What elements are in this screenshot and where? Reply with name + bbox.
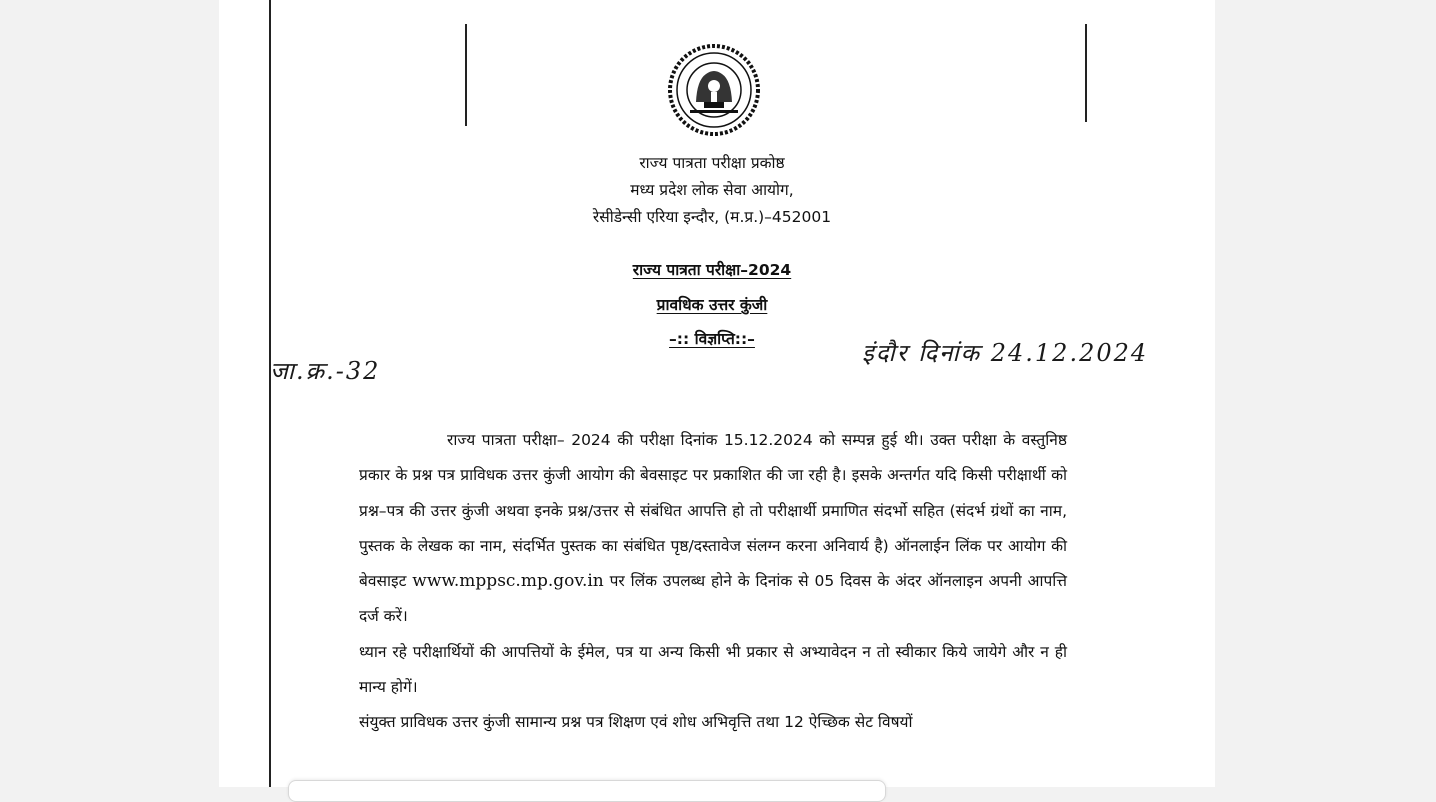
scan-mark-left <box>465 24 467 126</box>
notice-title: –:: विज्ञप्ति::– <box>669 330 755 348</box>
viewer-bottom-card <box>288 780 886 802</box>
paragraph-deadline-text: पर लिंक उपलब्ध होने के दिनांक से 05 दिवस के अंदर ऑनलाइन अपनी आपत्ति दर्ज करें। <box>359 572 1067 626</box>
scan-mark-right <box>1085 24 1087 122</box>
handwritten-reference-number: जा.क्र.-32 <box>270 357 381 385</box>
paragraph-objection-note: ध्यान रहे परीक्षार्थियों की आपत्तियों के ईमेल, पत्र या अन्य किसी भी प्रकार से अभ्यावेदन न तो स्वीकार किये जायेगे और न ही मान्य होगें। <box>359 642 1067 697</box>
office-name: राज्य पात्रता परीक्षा प्रकोष्ठ <box>639 154 785 172</box>
notice-body <box>359 423 1067 741</box>
exam-title: राज्य पात्रता परीक्षा–2024 <box>632 261 792 279</box>
paragraph-combined-key: संयुक्त प्राविधक उत्तर कुंजी सामान्य प्रश्न पत्र शिक्षण एवं शोध अभिवृत्ति तथा 12 ऐच्छिक सेट विषयों <box>359 713 913 732</box>
handwritten-place-date: इंदौर दिनांक 24.12.2024 <box>862 339 1149 367</box>
office-address: रेसीडेन्सी एरिया इन्दौर, (म.प्र.)–452001 <box>592 208 832 226</box>
paragraph-answer-key-text: राज्य पात्रता परीक्षा– 2024 की परीक्षा दिनांक 15.12.2024 को सम्पन्न हुई थी। उक्त परीक्षा के वस्तुनिष्ठ प्रकार के प्रश्न पत्र प्राविधक उत्तर कुंजी आयोग की बेवसाइट पर प्रकाशित की जा रही है। इसके अन्तर्गत यदि किसी परीक्षार्थी को प्रश्न–पत्र की उत्तर कुंजी अथवा इनके प्रश्न/उत्तर से संबंधित आपत्ति हो तो परीक्षार्थी प्रमाणित संदर्भो सहित (संदर्भ ग्रंथों का नाम, पुस्तक के लेखक का नाम, संदर्भित पुस्तक का संबंधित पृष्ठ/दस्तावेज संलग्न करना अनिवार्य है) ऑनलाईन लिंक पर आयोग की बेवसाइट <box>359 431 1067 591</box>
mppsc-seal-icon <box>666 40 762 140</box>
letterhead <box>500 150 924 231</box>
scan-border-left <box>269 0 271 787</box>
commission-name: मध्य प्रदेश लोक सेवा आयोग, <box>630 181 794 199</box>
paragraph-answer-key <box>359 423 1067 635</box>
website-link[interactable]: www.mppsc.mp.gov.in <box>412 571 604 592</box>
answer-key-title: प्रावधिक उत्तर कुंजी <box>656 296 768 314</box>
